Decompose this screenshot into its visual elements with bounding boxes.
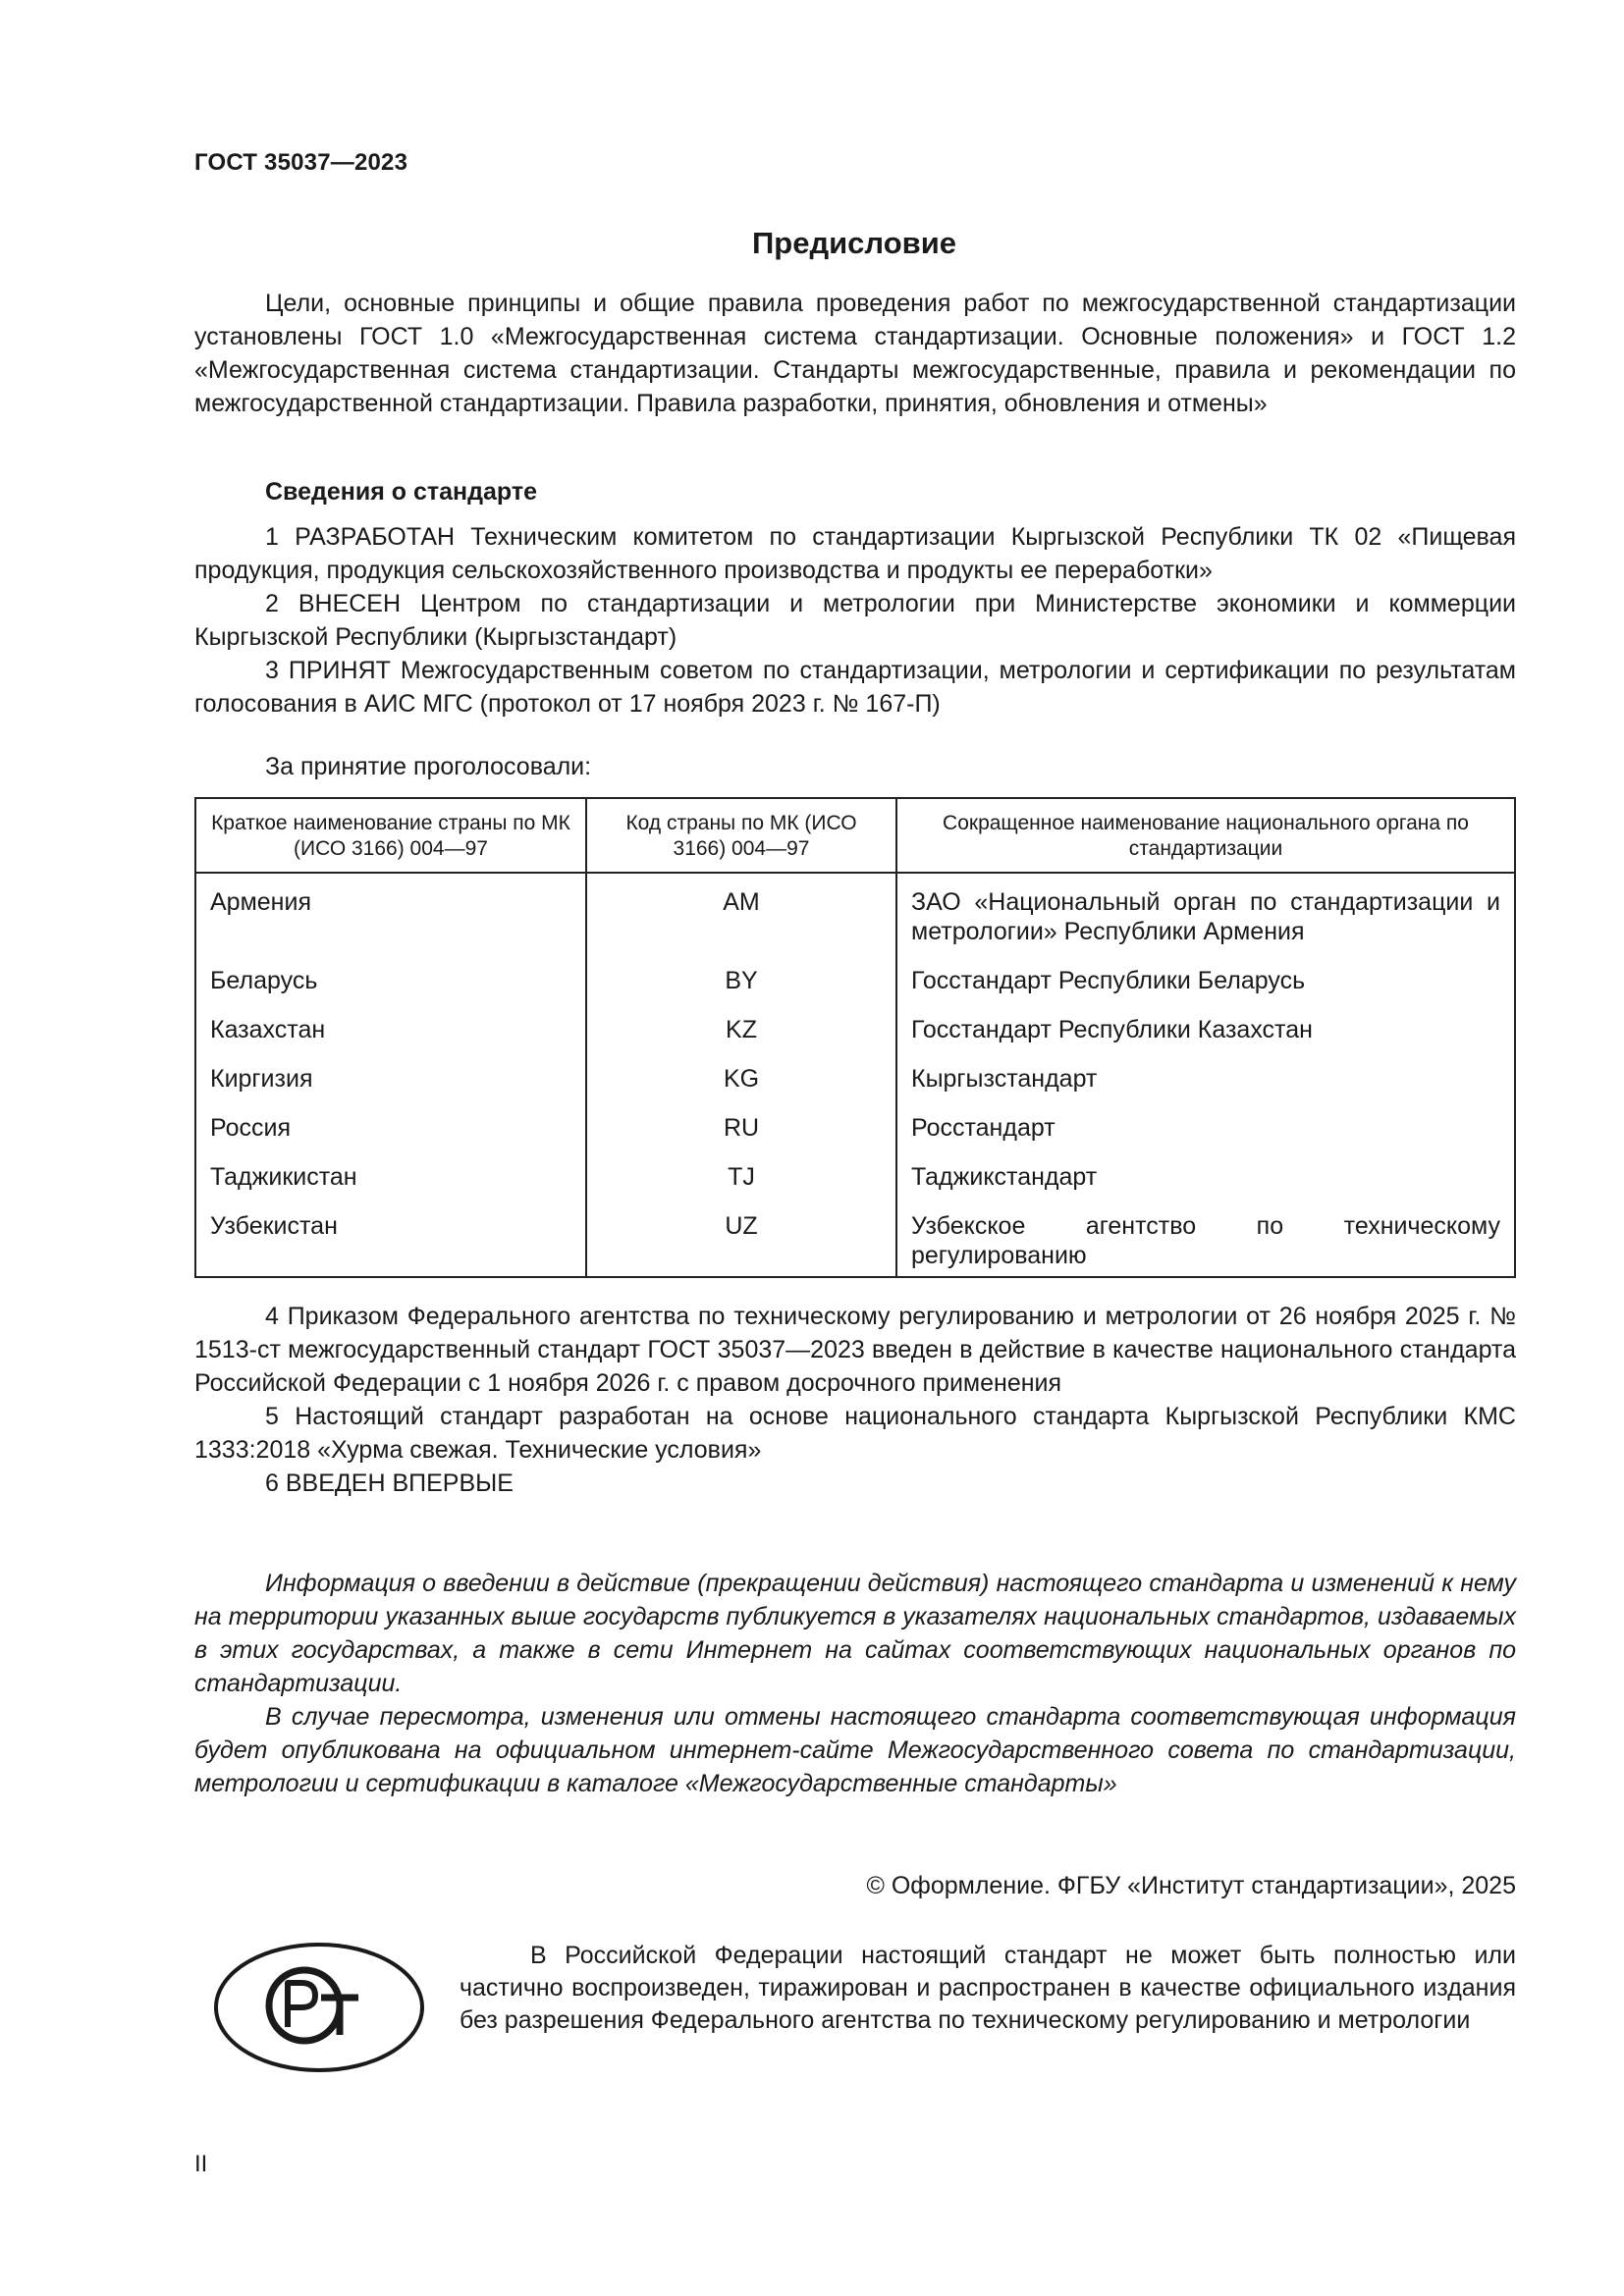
info-item-6: 6 ВВЕДЕН ВПЕРВЫЕ — [265, 1469, 514, 1497]
code-cell: AM — [586, 873, 896, 956]
info-item-5: 5 Настоящий стандарт разработан на основе национального стандарта Кыргызской Республики КМС 1333:2018 «Хурма свежая. Технические условия» — [194, 1403, 1516, 1464]
info-item-3: 3 ПРИНЯТ Межгосударственным советом по стандартизации, метрологии и сертификации по результатам голосования в АИС МГС (протокол от 17 ноября 2023 г. № 167-П) — [194, 657, 1516, 718]
pct-logo — [211, 1939, 427, 2076]
table-row — [195, 1152, 1515, 1201]
votes-caption: За принятие проголосовали: — [265, 753, 592, 780]
table-row — [195, 1005, 1515, 1054]
standard-info-heading: Сведения о стандарте — [265, 478, 538, 506]
code-cell: KZ — [586, 1005, 896, 1054]
table-row — [195, 873, 1515, 956]
table-row — [195, 956, 1515, 1005]
info-item-1: 1 РАЗРАБОТАН Техническим комитетом по стандартизации Кыргызской Республики ТК 02 «Пищевая продукция, продукция сельскохозяйственного производства и продукты ее переработки» — [194, 523, 1516, 584]
organ-cell: ЗАО «Национальный орган по стандартизации и метрологии» Республики Армения — [896, 873, 1515, 956]
table-row — [195, 1103, 1515, 1152]
country-cell: Россия — [195, 1103, 586, 1152]
restriction-paragraph: В Российской Федерации настоящий стандарт не может быть полностью или частично воспроизведен, тиражирован и распространен в качестве официального издания без разрешения Федерального агентства по техническому регулированию и метрологии — [460, 1942, 1516, 2034]
votes-table — [194, 797, 1516, 1278]
info-item-2: 2 ВНЕСЕН Центром по стандартизации и метрологии при Министерстве экономики и коммерции Кыргызской Республики (Кыргызстандарт) — [194, 590, 1516, 651]
organ-cell: Узбекское агентство по техническому регулированию — [896, 1201, 1515, 1277]
code-cell: KG — [586, 1054, 896, 1103]
country-cell: Армения — [195, 873, 586, 956]
organ-cell: Кыргызстандарт — [896, 1054, 1515, 1103]
pct-logo-icon — [211, 1939, 427, 2076]
column-header-organ: Сокращенное наименование национального органа по стандартизации — [896, 798, 1515, 873]
column-header-country: Краткое наименование страны по МК (ИСО 3166) 004—97 — [195, 798, 586, 873]
intro-section — [194, 287, 1516, 420]
table-header-row — [195, 798, 1515, 873]
country-cell: Узбекистан — [195, 1201, 586, 1277]
organ-cell: Таджикстандарт — [896, 1152, 1515, 1201]
code-cell: BY — [586, 956, 896, 1005]
country-cell: Таджикистан — [195, 1152, 586, 1201]
country-cell: Киргизия — [195, 1054, 586, 1103]
restriction-notice — [460, 1940, 1516, 2037]
organ-cell: Росстандарт — [896, 1103, 1515, 1152]
standard-info-section — [194, 475, 1516, 783]
table-row — [195, 1201, 1515, 1277]
page-title: Предисловие — [751, 226, 956, 260]
notice-section — [194, 1567, 1516, 1800]
copyright-line: © Оформление. ФГБУ «Институт стандартизации», 2025 — [866, 1872, 1516, 1899]
organ-cell: Госстандарт Республики Казахстан — [896, 1005, 1515, 1054]
organ-cell: Госстандарт Республики Беларусь — [896, 956, 1515, 1005]
column-header-code: Код страны по МК (ИСО 3166) 004—97 — [586, 798, 896, 873]
country-cell: Казахстан — [195, 1005, 586, 1054]
code-cell: UZ — [586, 1201, 896, 1277]
intro-paragraph: Цели, основные принципы и общие правила проведения работ по межгосударственной стандартизации установлены ГОСТ 1.0 «Межгосударственная система стандартизации. Основные положения» и ГОСТ 1.2 «Межгосударственная система стандартизации. Стандарты межгосударственные, правила и рекомендации по межгосударственной стандартизации. Правила разработки, принятия, обновления и отмены» — [194, 290, 1516, 417]
country-cell: Беларусь — [195, 956, 586, 1005]
notice-paragraph-2: В случае пересмотра, изменения или отмены настоящего стандарта соответствующая информация будет опубликована на официальном интернет-сайте Межгосударственного совета по стандартизации, метрологии и сертификации в каталоге «Межгосударственные стандарты» — [194, 1703, 1516, 1797]
code-cell: RU — [586, 1103, 896, 1152]
info-item-4: 4 Приказом Федерального агентства по техническому регулированию и метрологии от 26 ноября 2025 г. № 1513-ст межгосударственный стандарт ГОСТ 35037—2023 введен в действие в качестве национального стандарта Российской Федерации с 1 ноября 2026 г. с правом досрочного применения — [194, 1303, 1516, 1397]
table-row — [195, 1054, 1515, 1103]
implementation-section — [194, 1300, 1516, 1500]
page-number: II — [194, 2151, 208, 2177]
code-cell: TJ — [586, 1152, 896, 1201]
notice-paragraph-1: Информация о введении в действие (прекращении действия) настоящего стандарта и изменений к нему на территории указанных выше государств публикуется в указателях национальных стандартов, издаваемых в этих государствах, а также в сети Интернет на сайтах соответствующих национальных органов по стандартизации. — [194, 1570, 1516, 1697]
document-code: ГОСТ 35037—2023 — [194, 149, 408, 176]
